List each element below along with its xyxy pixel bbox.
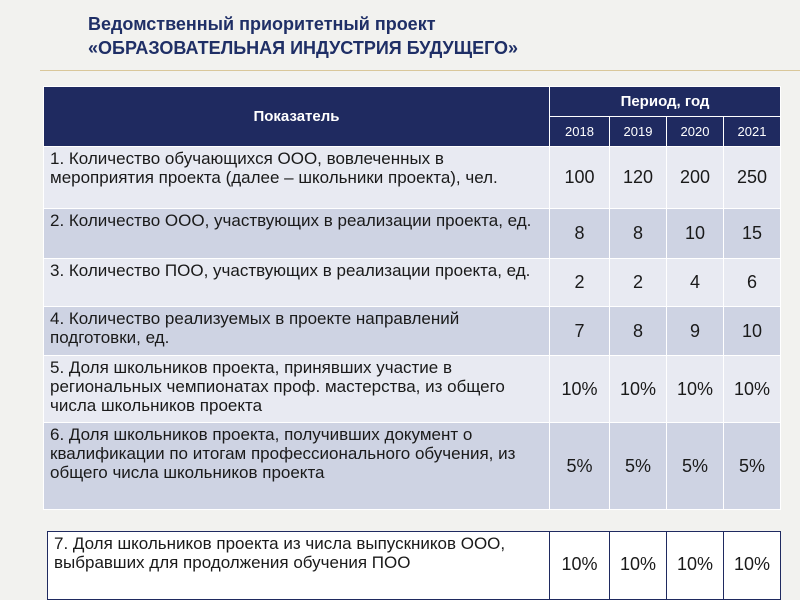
year-header: 2019 <box>610 117 667 147</box>
row-value: 10% <box>667 532 724 600</box>
row-value: 5% <box>550 423 610 510</box>
row-value: 250 <box>724 147 781 209</box>
table-row <box>44 209 781 259</box>
row-value: 10 <box>667 209 724 259</box>
row-value: 10 <box>724 307 781 356</box>
row-label: 1. Количество обучающихся ООО, вовлеченных в мероприятия проекта (далее – школьники проекта), чел. <box>44 147 550 209</box>
table-row <box>48 532 781 600</box>
table-row <box>44 259 781 307</box>
row-label: 4. Количество реализуемых в проекте направлений подготовки, ед. <box>44 307 550 356</box>
page-title <box>88 12 518 60</box>
table-row <box>44 423 781 510</box>
row-value: 10% <box>667 356 724 423</box>
year-header: 2018 <box>550 117 610 147</box>
period-header: Период, год <box>550 87 781 117</box>
row-value: 8 <box>610 307 667 356</box>
row-label: 2. Количество ООО, участвующих в реализации проекта, ед. <box>44 209 550 259</box>
row-value: 200 <box>667 147 724 209</box>
row-value: 4 <box>667 259 724 307</box>
indicator-header: Показатель <box>44 87 550 147</box>
row-value: 10% <box>550 356 610 423</box>
table-row <box>44 307 781 356</box>
table-row <box>44 147 781 209</box>
title-divider <box>40 70 800 71</box>
row-value: 8 <box>550 209 610 259</box>
row-value: 8 <box>610 209 667 259</box>
row-value: 2 <box>550 259 610 307</box>
row-value: 5% <box>610 423 667 510</box>
row-value: 10% <box>724 532 781 600</box>
header-row <box>44 87 781 117</box>
year-header: 2020 <box>667 117 724 147</box>
row-value: 100 <box>550 147 610 209</box>
row-value: 10% <box>610 356 667 423</box>
row-label: 7. Доля школьников проекта из числа выпускников ООО, выбравших для продолжения обучения ПОО <box>48 532 550 600</box>
row-value: 7 <box>550 307 610 356</box>
row-value: 5% <box>724 423 781 510</box>
extra-indicator-table <box>47 531 781 600</box>
row-value: 15 <box>724 209 781 259</box>
row-value: 5% <box>667 423 724 510</box>
row-value: 9 <box>667 307 724 356</box>
indicators-table <box>43 86 781 510</box>
row-label: 6. Доля школьников проекта, получивших документ о квалификации по итогам профессионального обучения, из общего числа школьников проекта <box>44 423 550 510</box>
row-label: 3. Количество ПОО, участвующих в реализации проекта, ед. <box>44 259 550 307</box>
title-line-2: «ОБРАЗОВАТЕЛЬНАЯ ИНДУСТРИЯ БУДУЩЕГО» <box>88 38 519 58</box>
row-value: 6 <box>724 259 781 307</box>
row-label: 5. Доля школьников проекта, принявших участие в региональных чемпионатах проф. мастерства, из общего числа школьников проекта <box>44 356 550 423</box>
table-row <box>44 356 781 423</box>
row-value: 10% <box>550 532 610 600</box>
row-value: 10% <box>610 532 667 600</box>
row-value: 120 <box>610 147 667 209</box>
title-line-1: Ведомственный приоритетный проект <box>88 14 436 34</box>
row-value: 2 <box>610 259 667 307</box>
year-header: 2021 <box>724 117 781 147</box>
row-value: 10% <box>724 356 781 423</box>
